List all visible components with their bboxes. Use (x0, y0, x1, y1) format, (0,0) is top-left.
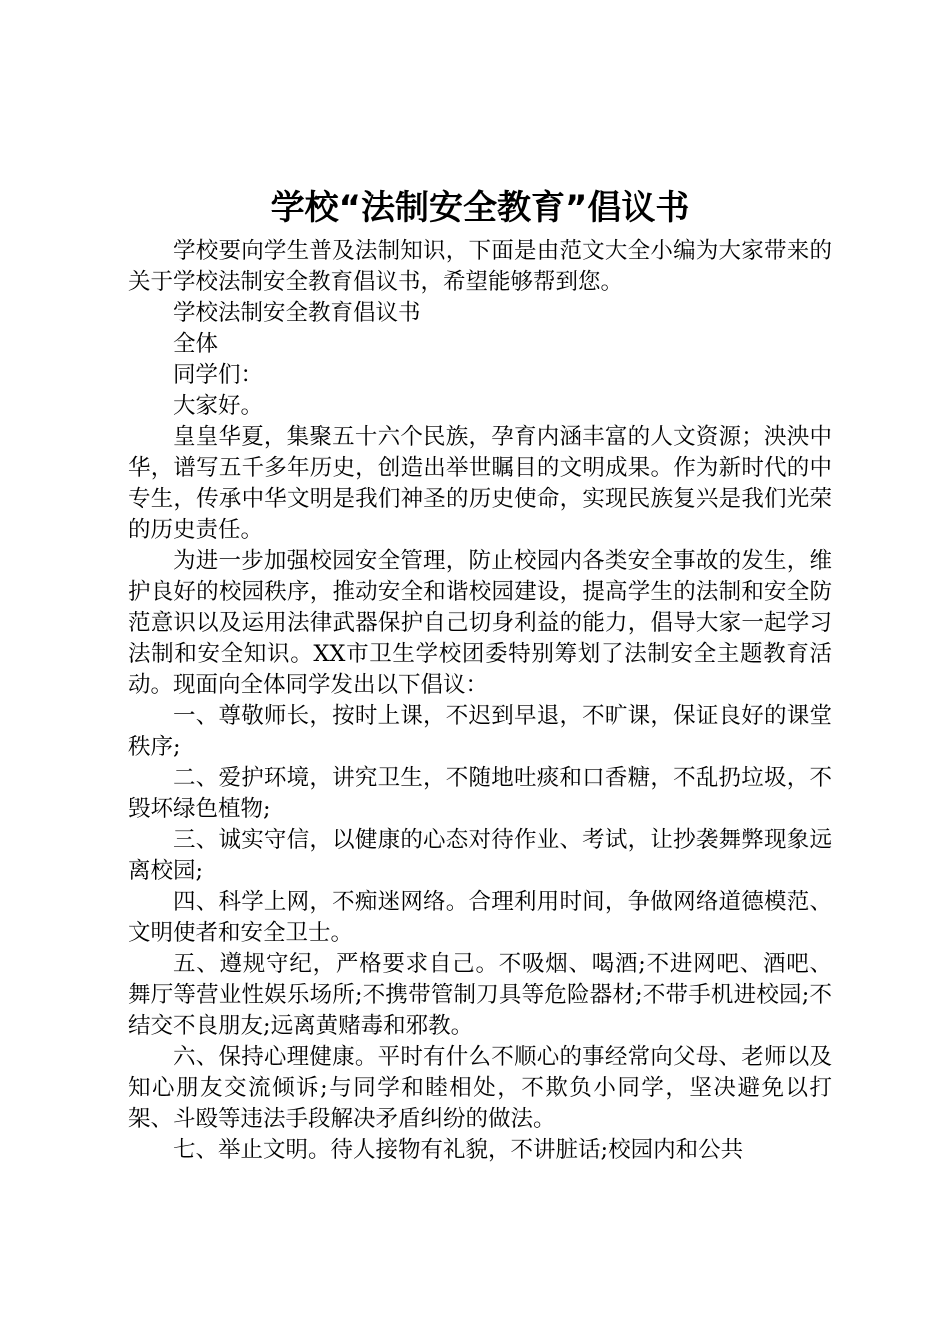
greeting-paragraph: 大家好。 (173, 393, 264, 419)
proposal-item: 一、尊敬师长，按时上课，不迟到早退，不旷课，保证良好的课堂秩序; (128, 703, 832, 760)
proposal-item: 六、保持心理健康。平时有什么不顺心的事经常向父母、老师以及知心朋友交流倾诉;与同学和睦相处，不欺负小同学，坚决避免以打架、斗殴等违法手段解决矛盾纠纷的做法。 (128, 1044, 832, 1132)
subtitle-paragraph: 学校法制安全教育倡议书 (173, 300, 421, 326)
body-paragraph: 皇皇华夏，集聚五十六个民族，孕育内涵丰富的人文资源；泱泱中华，谱写五千多年历史，创造出举世瞩目的文明成果。作为新时代的中专生，传承中华文明是我们神圣的历史使命，实现民族复兴是我们光荣的历史责任。 (128, 424, 832, 543)
proposal-item: 四、科学上网，不痴迷网络。合理利用时间，争做网络道德模范、文明使者和安全卫士。 (128, 889, 832, 946)
body-paragraph: 为进一步加强校园安全管理，防止校园内各类安全事故的发生，维护良好的校园秩序，推动安全和谐校园建设，提高学生的法制和安全防范意识以及运用法律武器保护自己切身利益的能力，倡导大家一起学习法制和安全知识。XX市卫生学校团委特别筹划了法制安全主题教育活动。现面向全体同学发出以下倡议： (128, 548, 832, 698)
proposal-item: 五、遵规守纪，严格要求自己。不吸烟、喝酒;不进网吧、酒吧、舞厅等营业性娱乐场所;不携带管制刀具等危险器材;不带手机进校园;不结交不良朋友;远离黄赌毒和邪教。 (128, 951, 832, 1039)
proposal-item: 七、举止文明。待人接物有礼貌，不讲脏话;校园内和公共 (173, 1137, 744, 1163)
salutation-line-1: 全体 (173, 331, 219, 357)
proposal-item: 二、爱护环境，讲究卫生，不随地吐痰和口香糖，不乱扔垃圾，不毁坏绿色植物; (128, 765, 832, 822)
proposal-item: 三、诚实守信，以健康的心态对待作业、考试，让抄袭舞弊现象远离校园; (128, 827, 832, 884)
salutation-line-2: 同学们： (173, 362, 264, 388)
document-title: 学校“法制安全教育”倡议书 (270, 188, 690, 228)
document-body (128, 236, 832, 1166)
intro-paragraph: 学校要向学生普及法制知识，下面是由范文大全小编为大家带来的关于学校法制安全教育倡议书，希望能够帮到您。 (128, 238, 832, 295)
